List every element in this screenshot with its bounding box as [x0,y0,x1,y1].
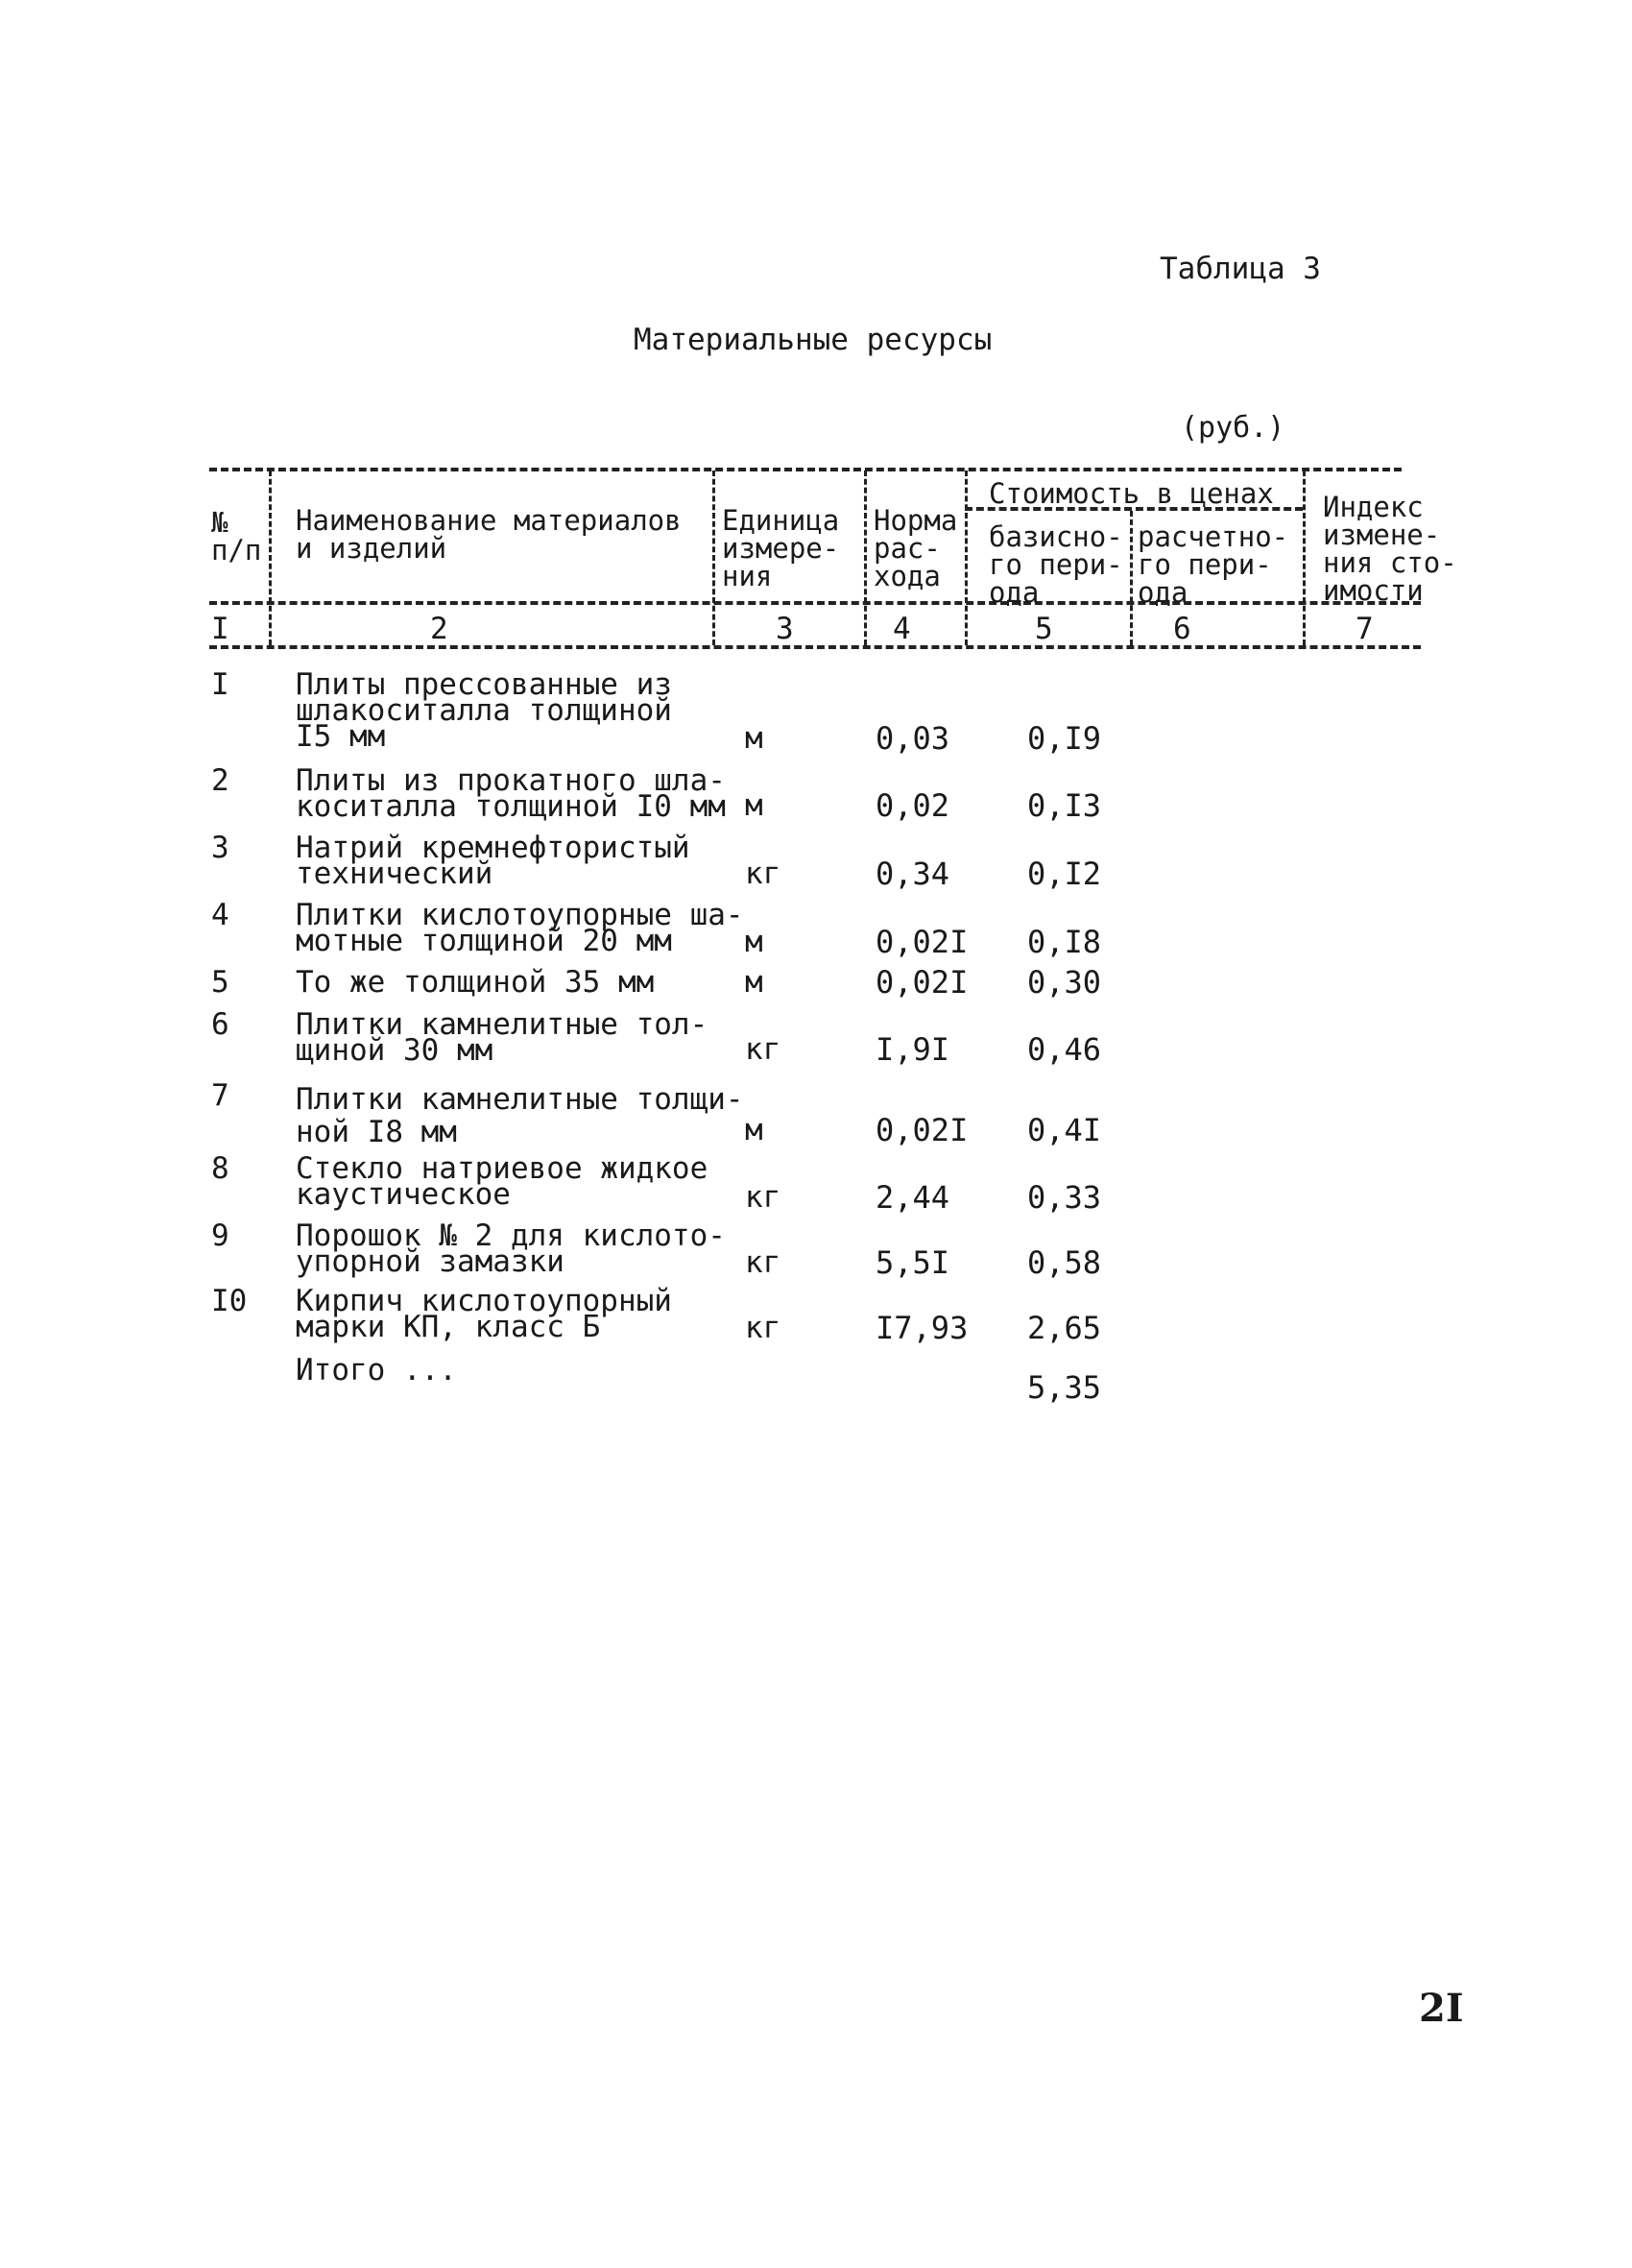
row-base-cost: 2,65 [1027,1310,1102,1346]
row-base-cost: 0,I9 [1027,720,1102,757]
row-norm: 2,44 [876,1179,950,1216]
header-col-base: базисно- го пери- ода [989,520,1123,609]
row-base-cost: 0,33 [1027,1179,1102,1216]
header-col-name: Наименование материалов и изделий [296,504,682,565]
row-name: Стекло натриевое жидкое каустическое [296,1151,708,1212]
row-base-cost: 0,4I [1027,1112,1102,1148]
row-norm: 5,5I [876,1244,950,1281]
header-cost-group: Стоимость в ценах [989,477,1274,510]
row-number: 5 [211,965,229,1000]
row-norm: 0,34 [876,856,950,892]
column-number: 2 [430,612,448,646]
row-unit: кг [745,1311,781,1345]
row-name: Натрий кремнефтористый технический [296,831,690,891]
header-separator [1130,511,1133,645]
row-number: 4 [211,898,229,932]
header-col-index: Индекс измене- ния сто- имости [1323,491,1457,607]
row-name: Плиты из прокатного шла- коситалла толщиной I0 мм [296,763,726,824]
column-number: 4 [893,612,911,646]
row-unit: кг [745,1180,781,1215]
row-unit: м [745,925,763,959]
page-title: Материальные ресурсы [634,323,993,357]
row-norm: 0,03 [876,720,950,757]
row-number: I [211,667,229,702]
row-base-cost: 0,I8 [1027,924,1102,960]
header-col-unit: Единица измере- ния [722,504,840,592]
row-norm: 0,02I [876,924,969,960]
row-name: То же толщиной 35 мм [296,965,655,1000]
header-separator [965,470,968,645]
row-norm: 0,02 [876,787,950,824]
row-base-cost: 0,I3 [1027,787,1102,824]
table-label: Таблица 3 [1160,252,1321,286]
row-unit: м [745,1113,763,1147]
row-base-cost: 0,46 [1027,1031,1102,1068]
header-top-rule [209,468,1402,471]
row-name: Кирпич кислотоупорный марки КП, класс Б [296,1284,672,1344]
row-norm: 0,02I [876,1112,969,1148]
header-col-norm: Норма рас- хода [874,504,958,592]
header-separator [864,470,867,645]
row-unit: кг [745,1032,781,1067]
unit-note: (руб.) [1181,411,1285,445]
header-separator [1303,470,1306,645]
row-number: 2 [211,763,229,798]
row-number: I0 [211,1284,248,1318]
row-base-cost: 0,I2 [1027,856,1102,892]
row-number: 8 [211,1151,229,1186]
row-name: Плиты прессованные из шлакоситалла толщиной I5 мм [296,667,672,754]
column-number: 5 [1035,612,1053,646]
row-name: Плитки камнелитные толщи- ной I8 мм [296,1082,744,1149]
column-number: I [211,612,229,646]
header-separator [269,470,272,645]
total-value: 5,35 [1027,1369,1102,1406]
column-number: 6 [1173,612,1191,646]
row-name: Плитки кислотоупорные ша- мотные толщиной 20 мм [296,898,744,958]
row-base-cost: 0,58 [1027,1244,1102,1281]
row-number: 7 [211,1078,229,1113]
row-base-cost: 0,30 [1027,964,1102,1001]
row-unit: м [745,965,763,1000]
total-label: Итого ... [296,1353,457,1387]
row-name: Порошок № 2 для кислото- упорной замазки [296,1218,726,1279]
page-number: 2I [1419,1986,1464,2031]
header-col-calc: расчетно- го пери- ода [1138,520,1289,609]
row-unit: кг [745,1245,781,1280]
column-numbers-rule [209,645,1421,649]
row-number: 3 [211,831,229,865]
row-name: Плитки камнелитные тол- щиной 30 мм [296,1007,708,1068]
row-number: 9 [211,1218,229,1253]
row-norm: 0,02I [876,964,969,1001]
row-unit: м [745,788,763,823]
row-norm: I7,93 [876,1310,969,1346]
row-number: 6 [211,1007,229,1042]
column-number: 7 [1356,612,1374,646]
row-norm: I,9I [876,1031,950,1068]
column-number: 3 [776,612,794,646]
header-separator [712,470,715,645]
row-unit: м [745,721,763,756]
row-unit: кг [745,857,781,891]
header-col-number: № п/п [211,506,262,567]
